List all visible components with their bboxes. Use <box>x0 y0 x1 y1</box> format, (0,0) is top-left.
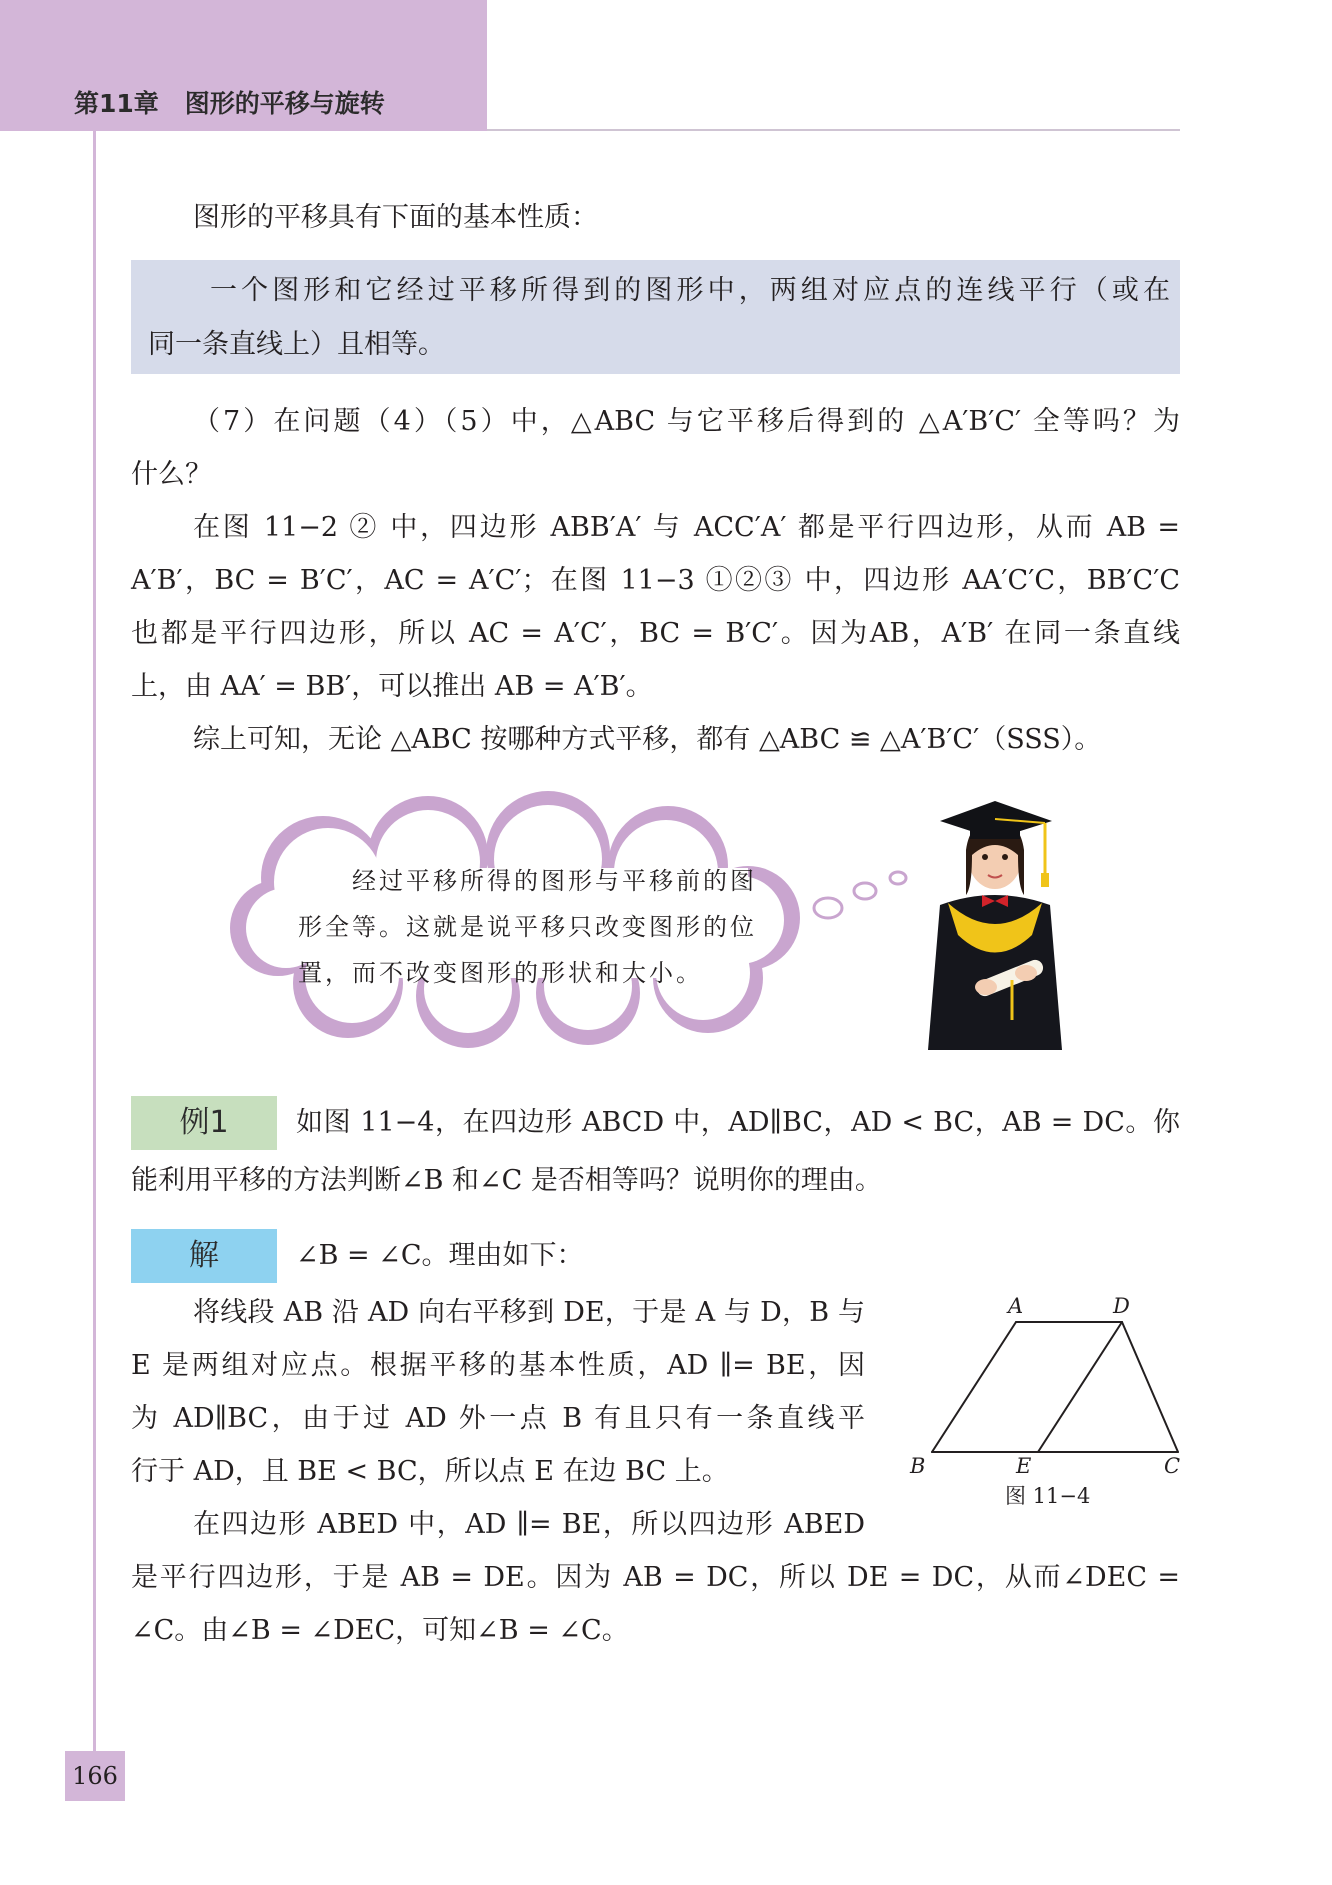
segment-ab <box>932 1322 1016 1452</box>
solution-line-5: 在四边形 ABED 中，AD ∥= BE，所以四边形 ABED <box>193 1509 865 1540</box>
paragraph-line-3: 也都是平行四边形，所以 AC = A′C′，BC = B′C′。因为AB，A′B′ 在同一条直线 <box>131 618 1180 649</box>
segment-dc <box>1122 1322 1178 1452</box>
paragraph-line-1: 在图 11−2 ② 中，四边形 ABB′A′ 与 ACC′A′ 都是平行四边形，从而 AB = <box>193 512 1180 543</box>
label-c: C <box>1164 1454 1181 1478</box>
solution-line-4: 行于 AD，且 BE < BC，所以点 E 在边 BC 上。 <box>131 1456 729 1487</box>
paragraph-line-2: A′B′，BC = B′C′，AC = A′C′；在图 11−3 ①②③ 中，四边形 AA′C′C，BB′C′C <box>131 565 1180 596</box>
figure-caption: 图 11−4 <box>1005 1484 1091 1508</box>
question-7-line-2: 什么？ <box>131 459 212 490</box>
figure-11-4-diagram <box>920 1300 1190 1470</box>
example-line-1: 如图 11−4，在四边形 ABCD 中，AD∥BC，AD < BC，AB = DC。你 <box>296 1107 1180 1138</box>
header-rule <box>487 129 1180 131</box>
property-line-2: 同一条直线上）且相等。 <box>148 329 445 360</box>
chapter-number: 第11章 <box>74 89 159 118</box>
solution-line-3: 为 AD∥BC，由于过 AD 外一点 B 有且只有一条直线平 <box>131 1403 865 1434</box>
margin-rule <box>93 131 96 1756</box>
thought-bubble-dots-icon <box>810 866 920 926</box>
label-b: B <box>910 1454 926 1478</box>
label-a: A <box>1008 1294 1024 1318</box>
cloud-line-3: 置，而不改变图形的形状和大小。 <box>298 959 703 987</box>
solution-line-6: 是平行四边形，于是 AB = DE。因为 AB = DC，所以 DE = DC，从而∠DEC = <box>131 1562 1180 1593</box>
chapter-title: 图形的平移与旋转 <box>184 89 385 118</box>
page-number: 166 <box>65 1751 125 1801</box>
solution-line-1: 将线段 AB 沿 AD 向右平移到 DE，于是 A 与 D，B 与 <box>193 1297 865 1328</box>
label-e: E <box>1016 1454 1032 1478</box>
label-d: D <box>1113 1294 1130 1318</box>
cloud-line-2: 形全等。这就是说平移只改变图形的位 <box>298 913 757 941</box>
solution-line-7: ∠C。由∠B = ∠DEC，可知∠B = ∠C。 <box>131 1615 629 1646</box>
graduate-student-icon <box>920 795 1070 1050</box>
example-badge: 例1 <box>131 1096 277 1150</box>
example-line-2: 能利用平移的方法判断∠B 和∠C 是否相等吗？说明你的理由。 <box>131 1165 882 1196</box>
question-7-line-1: （7）在问题（4）（5）中，△ABC 与它平移后得到的 △A′B′C′ 全等吗？为 <box>193 406 1180 437</box>
cloud-line-1: 经过平移所得的图形与平移前的图 <box>352 867 757 895</box>
segment-de <box>1038 1322 1122 1452</box>
solution-badge: 解 <box>131 1229 277 1283</box>
chapter-heading <box>74 84 385 120</box>
intro-text: 图形的平移具有下面的基本性质： <box>193 202 598 233</box>
property-line-1: 一个图形和它经过平移所得到的图形中，两组对应点的连线平行（或在 <box>210 275 1170 306</box>
solution-line-0: ∠B = ∠C。理由如下： <box>296 1240 584 1271</box>
summary-text: 综上可知，无论 △ABC 按哪种方式平移，都有 △ABC ≌ △A′B′C′（SSS）。 <box>193 724 1102 755</box>
solution-line-2: E 是两组对应点。根据平移的基本性质，AD ∥= BE，因 <box>131 1350 865 1381</box>
paragraph-line-4: 上，由 AA′ = BB′，可以推出 AB = A′B′。 <box>131 671 653 702</box>
